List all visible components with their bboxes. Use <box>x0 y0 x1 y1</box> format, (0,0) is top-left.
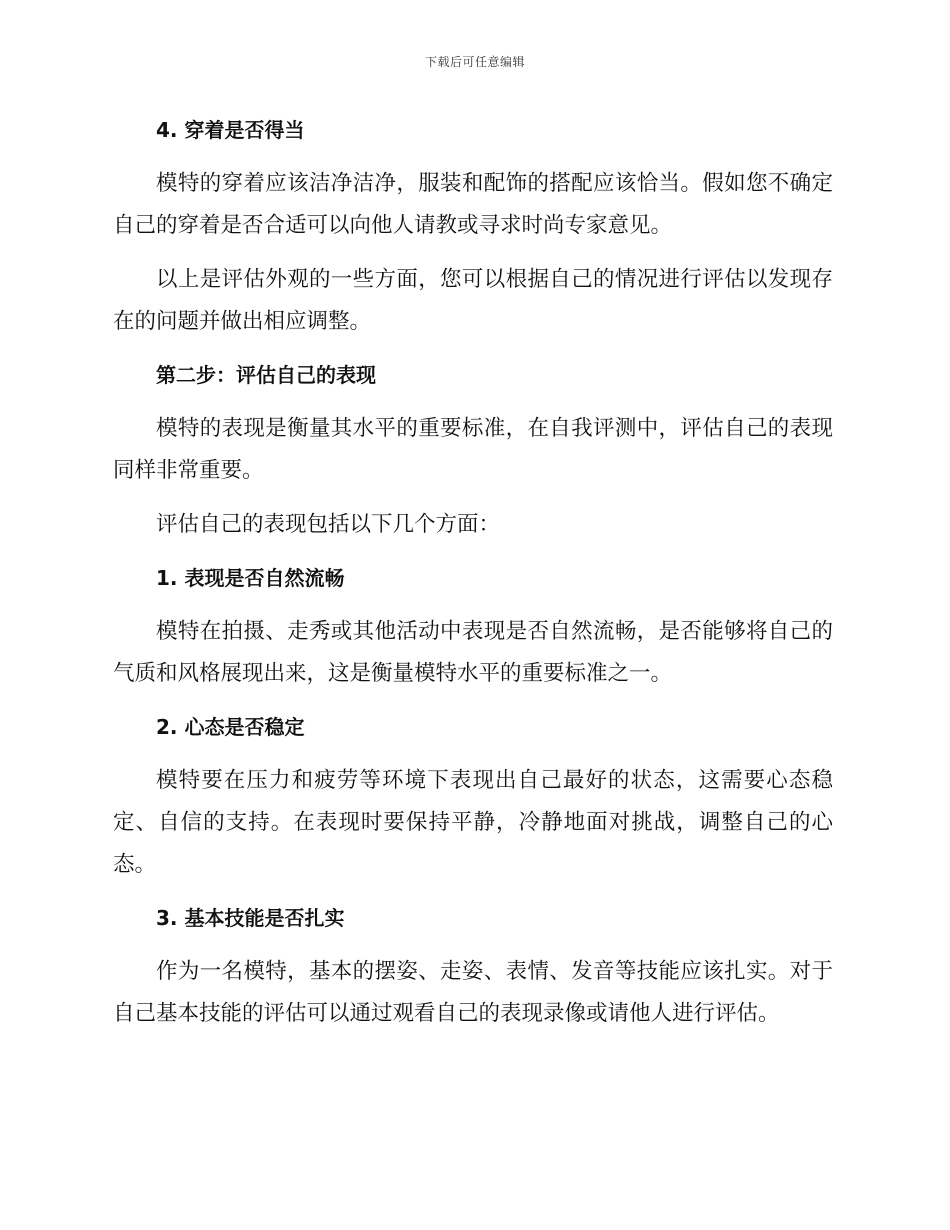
section-heading-step-two: 第二步：评估自己的表现 <box>156 363 376 387</box>
paragraph-dress: 模特的穿着应该洁净洁净，服装和配饰的搭配应该恰当。假如您不确定自己的穿着是否合适可以向他人请教或寻求时尚专家意见。 <box>113 171 833 238</box>
paragraph-appearance-summary: 以上是评估外观的一些方面，您可以根据自己的情况进行评估以发现存在的问题并做出相应调整。 <box>113 267 833 334</box>
paragraph-performance-aspects: 评估自己的表现包括以下几个方面： <box>156 512 501 537</box>
paragraph-performance-importance: 模特的表现是衡量其水平的重要标准，在自我评测中，评估自己的表现同样非常重要。 <box>113 416 833 483</box>
section-heading-natural: 1. 表现是否自然流畅 <box>156 566 345 590</box>
paragraph-mindset: 模特要在压力和疲劳等环境下表现出自己最好的状态，这需要心态稳定、自信的支持。在表现时要保持平静，冷静地面对挑战，调整自己的心态。 <box>113 768 833 877</box>
paragraph-skills: 作为一名模特，基本的摆姿、走姿、表情、发音等技能应该扎实。对于自己基本技能的评估可以通过观看自己的表现录像或请他人进行评估。 <box>113 959 833 1026</box>
paragraph-natural: 模特在拍摄、走秀或其他活动中表现是否自然流畅，是否能够将自己的气质和风格展现出来，这是衡量模特水平的重要标准之一。 <box>113 619 833 686</box>
section-heading-dress: 4. 穿着是否得当 <box>156 118 305 142</box>
section-heading-skills: 3. 基本技能是否扎实 <box>156 906 345 930</box>
document-body <box>113 110 833 1035</box>
page-header: 下载后可任意编辑 <box>424 55 525 69</box>
section-heading-mindset: 2. 心态是否稳定 <box>156 715 305 739</box>
